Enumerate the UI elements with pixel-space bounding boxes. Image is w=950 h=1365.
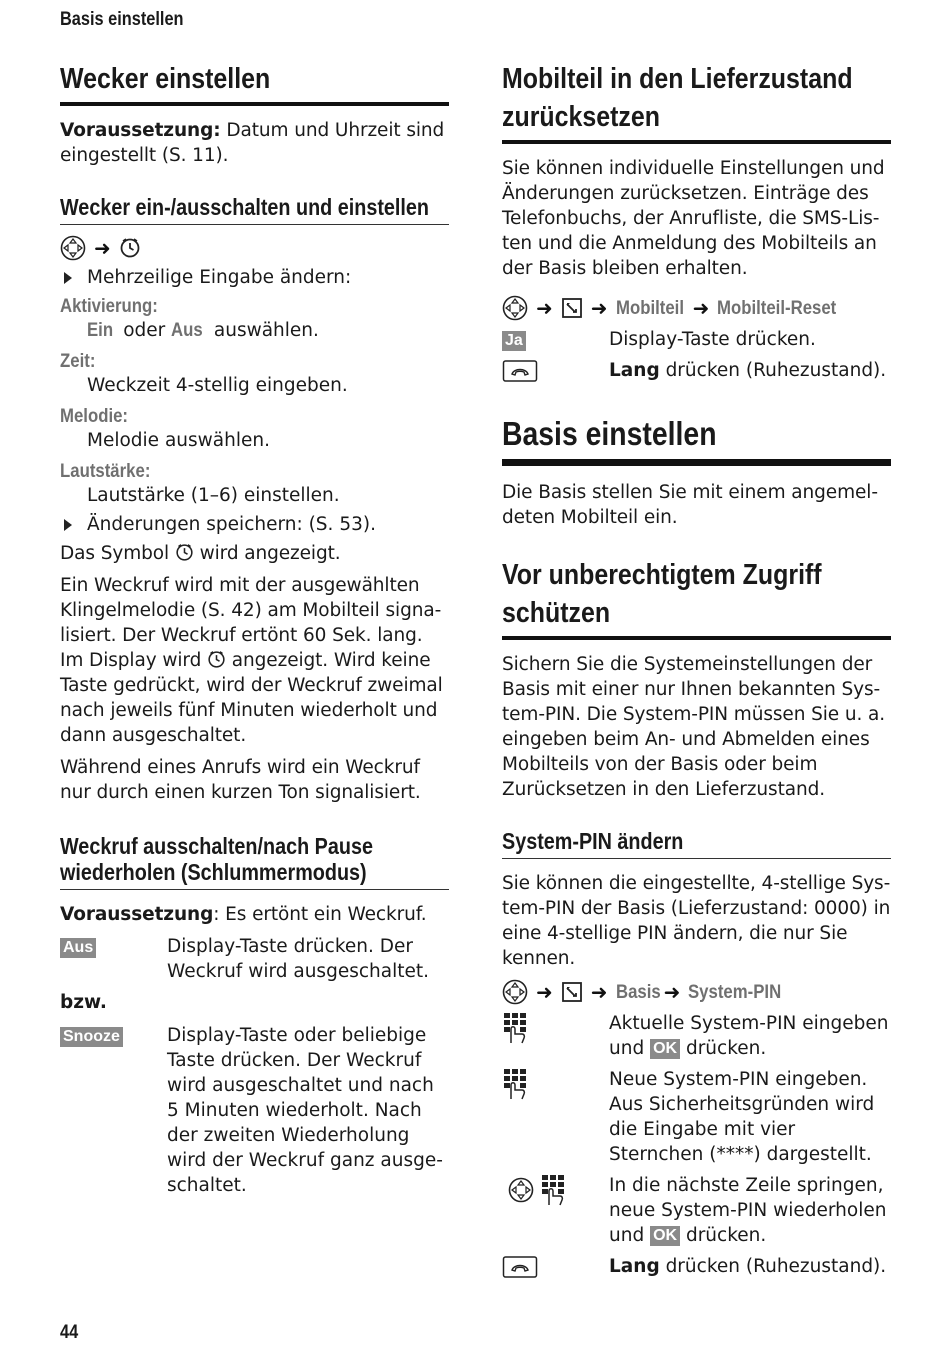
- wecker-prerequisite: [60, 118, 449, 168]
- snooze-step: [60, 1023, 449, 1198]
- control-key-icon: [508, 1177, 534, 1203]
- wecker-heading-text: Wecker einstellen: [60, 63, 271, 95]
- pin-end-call-step: [502, 1254, 891, 1279]
- pin-nav-path: [502, 977, 891, 1007]
- snooze-softkey: Snooze: [60, 1027, 123, 1047]
- menu-mobilteil: Mobilteil: [615, 296, 684, 319]
- arrow-icon: ➜: [94, 236, 111, 260]
- arrow-icon: ➜: [536, 980, 553, 1004]
- menu-basis: Basis: [615, 980, 661, 1003]
- alarm-clock-icon: [119, 237, 141, 259]
- bullet-triangle-icon: [64, 519, 72, 531]
- aus-step: [60, 934, 449, 984]
- pin-end-call-desc: [609, 1254, 891, 1279]
- reset-nav-path: [502, 293, 891, 323]
- reset-paragraph: Sie können individuelle Einstellungen und Änderungen zurücksetzen. Einträge des Telefonbuchs, der Anrufliste, die SMS-Listen und die Anmeldung des Mobilteils an der Basis bleiben erhalten.: [502, 158, 885, 279]
- page-number: 44: [60, 1322, 79, 1343]
- text-segment: angezeigt. Wird keine Taste gedrückt, wird der Weckruf zweimal nach jeweils fünf Minuten wiederholt und dann ausgeschaltet.: [60, 650, 443, 746]
- term-label-text: Lautstärke: [60, 460, 145, 482]
- text-segment: drücken.: [680, 1225, 767, 1246]
- prerequisite-text: Datum und Uhrzeit sind eingestellt (S. 11).: [60, 120, 445, 166]
- pin-paragraph: Sie können die eingestellte, 4-stellige System-PIN der Basis (Lieferzustand: 0000) in eine 4-stellige PIN ändern, die nur Sie kennen.: [502, 873, 891, 969]
- term-aktivierung: [60, 294, 449, 318]
- pin-step-current-desc: [609, 1011, 891, 1061]
- term-label-text: Zeit: [60, 350, 90, 372]
- settings-icon: [561, 297, 583, 319]
- oder-text: oder: [117, 320, 172, 341]
- term-zeit: [60, 349, 449, 373]
- term-aktivierung-desc: [60, 318, 449, 343]
- snooze-prerequisite: [60, 902, 449, 927]
- keypad-icon: [540, 1173, 568, 1207]
- term-label-text: Melodie: [60, 405, 123, 427]
- pin-step-new: [502, 1067, 891, 1167]
- symbol-shown-paragraph: [60, 541, 449, 566]
- zugriff-heading: [502, 556, 891, 640]
- term-label: [60, 404, 128, 428]
- alarm-description-paragraph: [60, 573, 449, 748]
- term-melodie-desc: Melodie auswählen.: [87, 430, 270, 451]
- end-call-desc: [609, 358, 891, 383]
- text-segment: wird angezeigt.: [193, 543, 341, 564]
- keypad-icon: [502, 1067, 530, 1101]
- ja-step: [502, 327, 891, 352]
- control-key-icon: [502, 295, 528, 321]
- bullet-save-changes: [60, 512, 449, 537]
- left-column: [60, 60, 449, 1204]
- option-aus: Aus: [171, 319, 203, 341]
- bzw-label: bzw.: [60, 992, 107, 1013]
- arrow-icon: ➜: [663, 980, 681, 1004]
- bullet-triangle-icon: [64, 272, 72, 284]
- text-segment: drücken (Ruhezustand).: [659, 1256, 887, 1277]
- term-label: [60, 294, 158, 318]
- ja-softkey: Ja: [502, 331, 526, 351]
- end-call-icon: [502, 1255, 538, 1279]
- term-lautstaerke-desc: Lautstärke (1–6) einstellen.: [87, 485, 340, 506]
- pin-step-new-desc: Neue System-PIN eingeben. Aus Sicherheitsgründen wird die Eingabe mit vier Sternchen (****) dargestellt.: [609, 1069, 875, 1165]
- settings-icon: [561, 981, 583, 1003]
- wecker-nav-path: [60, 233, 449, 263]
- term-melodie: [60, 404, 449, 428]
- end-call-step: [502, 358, 891, 383]
- text-segment: Aktuelle System-PIN eingeben und: [609, 1013, 889, 1059]
- option-ein: Ein: [87, 319, 114, 341]
- wecker-onoff-subheading: [60, 194, 449, 225]
- colon: :: [122, 405, 129, 427]
- auswaehlen-text: auswählen.: [208, 320, 319, 341]
- arrow-icon: ➜: [590, 296, 608, 320]
- pin-step-current: [502, 1011, 891, 1061]
- wecker-heading: [60, 60, 449, 106]
- prerequisite-label: Voraussetzung:: [60, 120, 221, 141]
- control-key-icon: [60, 235, 86, 261]
- basis-paragraph: Die Basis stellen Sie mit einem angemeldeten Mobilteil ein.: [502, 482, 879, 528]
- aus-softkey: Aus: [60, 938, 96, 958]
- text-segment: drücken (Ruhezustand).: [659, 360, 887, 381]
- term-zeit-desc: Weckzeit 4-stellig eingeben.: [87, 375, 348, 396]
- ja-step-desc: Display-Taste drücken.: [609, 329, 816, 350]
- colon: :: [144, 460, 151, 482]
- pin-step-repeat: [502, 1173, 891, 1248]
- snooze-subheading-text: Weckruf ausschalten/nach Pause wiederholen (Schlummermodus): [60, 833, 373, 885]
- menu-system-pin: System-PIN: [688, 980, 782, 1003]
- zugriff-paragraph: Sichern Sie die Systemeinstellungen der Basis mit einer nur Ihnen bekannten System-PIN. Die System-PIN müssen Sie u. a. eingeben beim An- und Abmelden eines Mobilteils von der Basis oder beim Zurücksetzen in den Lieferzustand.: [502, 654, 886, 800]
- bullet-edit-multiline: [60, 265, 449, 290]
- basis-heading-text: Basis einstellen: [502, 415, 717, 452]
- lang-text: Lang: [609, 360, 660, 381]
- bullet-text: Mehrzeilige Eingabe ändern:: [87, 267, 352, 288]
- alarm-clock-icon: [175, 543, 194, 562]
- arrow-icon: ➜: [536, 296, 553, 320]
- aus-step-desc: Display-Taste drücken. Der Weckruf wird ausgeschaltet.: [167, 936, 429, 982]
- control-key-icon: [502, 979, 528, 1005]
- prerequisite-text: : Es ertönt ein Weckruf.: [213, 904, 427, 925]
- call-alarm-paragraph: Während eines Anrufs wird ein Weckruf nur durch einen kurzen Ton signalisiert.: [60, 757, 421, 803]
- basis-heading: [502, 413, 891, 466]
- bullet-text: Änderungen speichern: (S. 53).: [87, 514, 376, 535]
- term-label: [60, 349, 95, 373]
- alarm-clock-icon: [207, 650, 226, 669]
- right-column: [502, 60, 891, 1285]
- arrow-icon: ➜: [692, 296, 710, 320]
- term-label: [60, 459, 150, 483]
- running-header: Basis einstellen: [60, 9, 184, 30]
- menu-mobilteil-reset: Mobilteil-Reset: [717, 296, 837, 319]
- reset-heading-text: Mobilteil in den Lieferzustand zurücksetzen: [502, 63, 853, 133]
- text-segment: Das Symbol: [60, 543, 175, 564]
- snooze-subheading: [60, 833, 449, 890]
- text-segment: In die nächste Zeile springen, neue System-PIN wiederholen und: [609, 1175, 887, 1246]
- wecker-onoff-subheading-text: Wecker ein-/ausschalten und einstellen: [60, 194, 429, 220]
- arrow-icon: ➜: [590, 980, 608, 1004]
- reset-heading: [502, 60, 891, 144]
- colon: :: [89, 350, 96, 372]
- end-call-icon: [502, 359, 538, 383]
- ok-softkey: OK: [650, 1226, 680, 1246]
- term-lautstaerke: [60, 459, 449, 483]
- text-segment: drücken.: [680, 1038, 767, 1059]
- keypad-icon: [502, 1011, 530, 1045]
- pin-subheading-text: System-PIN ändern: [502, 828, 684, 854]
- term-label-text: Aktivierung: [60, 295, 153, 317]
- pin-subheading: [502, 828, 891, 859]
- colon: :: [152, 295, 158, 317]
- ok-softkey: OK: [650, 1039, 680, 1059]
- pin-step-repeat-desc: [609, 1173, 891, 1248]
- prerequisite-label: Voraussetzung: [60, 904, 214, 925]
- text-segment: Ein Weckruf wird mit der ausgewählten Klingelmelodie (S. 42) am Mobilteil signalisiert. Der Weckruf ertönt 60 Sek. lang. Im Display wird: [60, 575, 442, 671]
- zugriff-heading-text: Vor unberechtigtem Zugriff schützen: [502, 559, 822, 629]
- snooze-step-desc: Display-Taste oder beliebige Taste drücken. Der Weckruf wird ausgeschaltet und nach 5 Minuten wiederholt. Nach der zweiten Wiederholung wird der Weckruf ganz ausgeschaltet.: [167, 1025, 443, 1196]
- lang-text: Lang: [609, 1256, 660, 1277]
